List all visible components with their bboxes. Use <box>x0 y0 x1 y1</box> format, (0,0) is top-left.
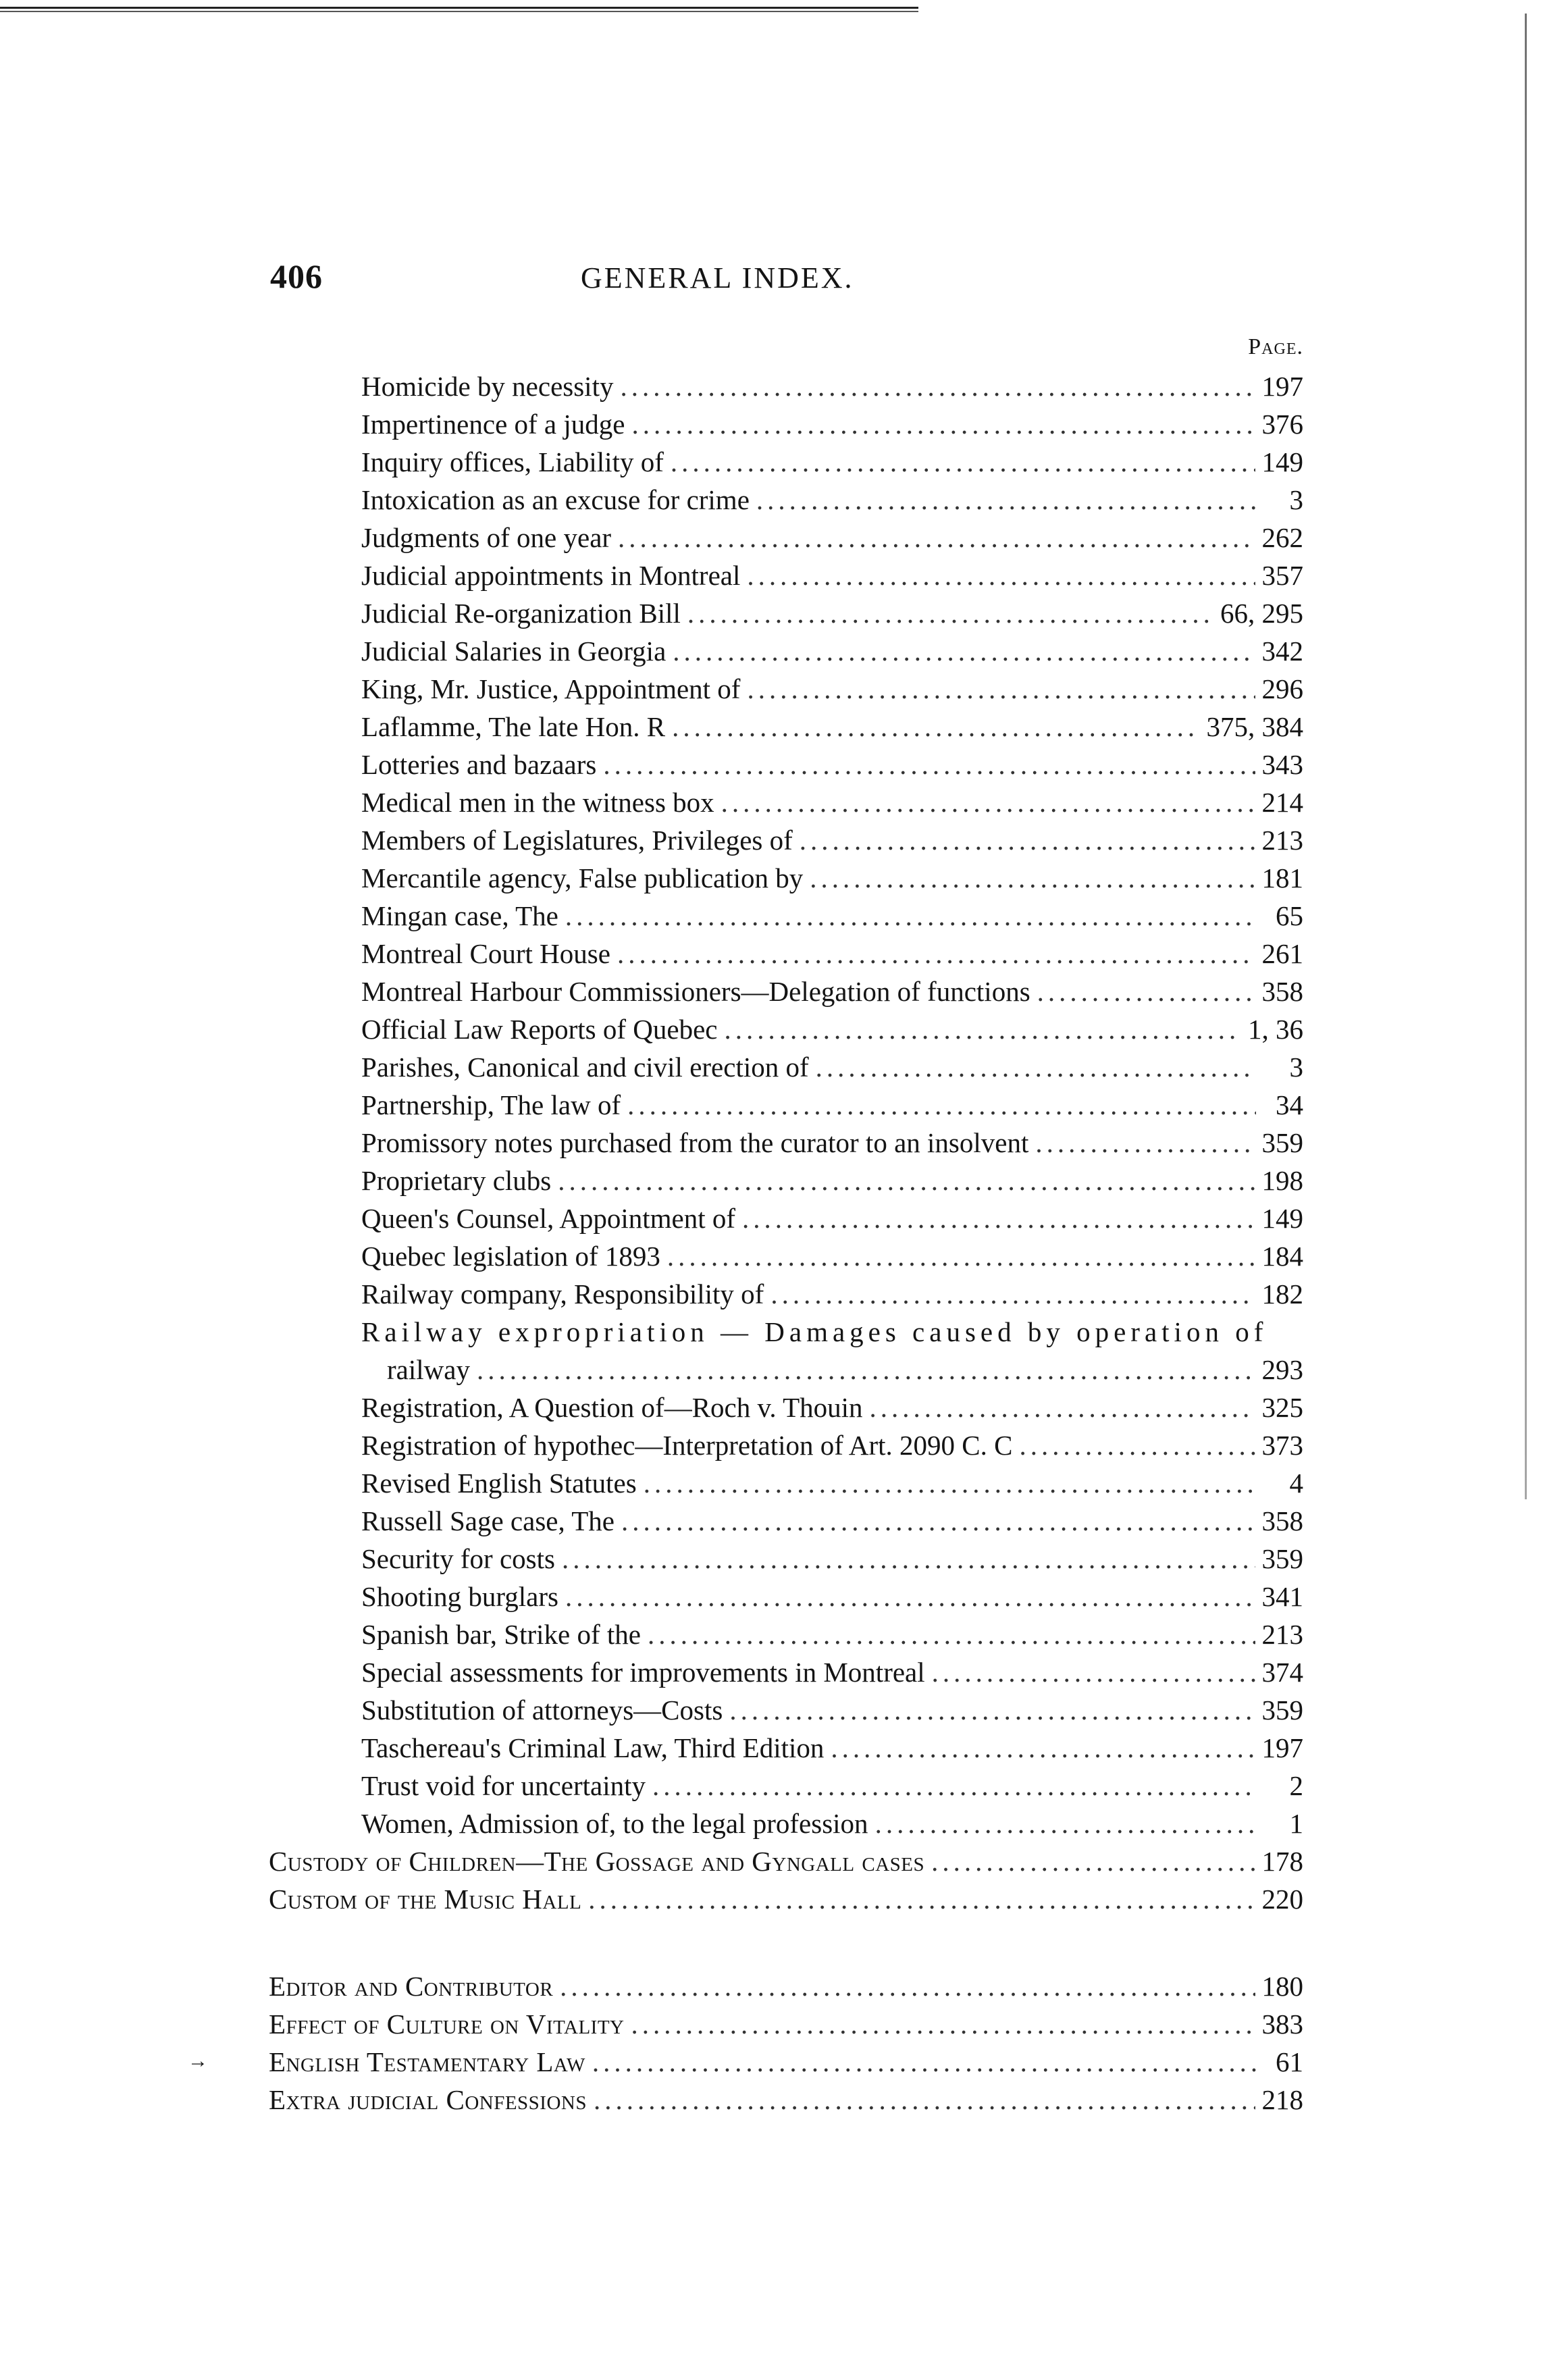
entry-page-number: 197 <box>1261 371 1303 402</box>
index-entry <box>269 2008 1303 2046</box>
dot-leader <box>477 1353 1255 1386</box>
entry-text: Mingan case, The <box>361 900 558 931</box>
index-entry <box>269 1051 1303 1089</box>
index-entry <box>269 1769 1303 1807</box>
dot-leader <box>617 937 1255 970</box>
entry-text: Extra judicial Confessions <box>269 2084 587 2115</box>
entry-page-number: 34 <box>1276 1089 1303 1120</box>
index-entry <box>269 1126 1303 1164</box>
entry-text: King, Mr. Justice, Appointment of <box>361 673 741 704</box>
entry-page-number: 359 <box>1261 1127 1303 1158</box>
index-entry <box>269 484 1303 521</box>
index-entry <box>269 1845 1303 1883</box>
entry-page-number: 4 <box>1289 1468 1303 1499</box>
index-entry <box>269 1429 1303 1467</box>
entry-page-number: 1, 36 <box>1248 1014 1303 1045</box>
dot-leader <box>1035 1126 1255 1159</box>
index-entry <box>269 2083 1303 2121</box>
dot-leader <box>652 1769 1256 1802</box>
dot-leader <box>565 900 1256 932</box>
entry-text: Special assessments for improvements in Montreal <box>361 1657 925 1688</box>
entry-text: Judgments of one year <box>361 522 612 553</box>
index-entry <box>269 1240 1303 1278</box>
entry-text: Russell Sage case, The <box>361 1505 615 1536</box>
dot-leader <box>671 446 1255 478</box>
dot-leader <box>588 1883 1255 1915</box>
entry-text: Proprietary clubs <box>361 1165 552 1196</box>
index-entry <box>269 521 1303 559</box>
entry-text: Shooting burglars <box>361 1581 558 1612</box>
entry-page-number: 65 <box>1276 900 1303 931</box>
dot-leader <box>1037 975 1255 1008</box>
entry-text: Laflamme, The late Hon. R <box>361 711 666 742</box>
entry-text: Effect of Culture on Vitality <box>269 2009 625 2040</box>
entry-text: railway <box>387 1354 470 1385</box>
entry-text: Judicial appointments in Montreal <box>361 560 741 591</box>
entry-page-number: 343 <box>1261 749 1303 780</box>
dot-leader <box>725 1013 1242 1045</box>
index-entry <box>269 559 1303 597</box>
entry-text: Lotteries and bazaars <box>361 749 597 780</box>
dot-leader <box>558 1164 1255 1197</box>
entry-text: Trust void for uncertainty <box>361 1770 646 1801</box>
index-entry <box>269 1883 1303 1921</box>
index-entry <box>269 1391 1303 1429</box>
entry-page-number: 218 <box>1261 2084 1303 2115</box>
index-entry <box>269 635 1303 673</box>
entry-page-number: 383 <box>1261 2009 1303 2040</box>
dot-leader <box>644 1467 1256 1499</box>
entry-text: Impertinence of a judge <box>361 409 625 440</box>
dot-leader <box>673 635 1255 667</box>
entry-page-number: 359 <box>1261 1694 1303 1726</box>
index-entry <box>269 1543 1303 1580</box>
index-entry <box>269 1732 1303 1769</box>
entry-page-number: 358 <box>1261 976 1303 1007</box>
entry-text: Inquiry offices, Liability of <box>361 446 664 477</box>
entry-page-number: 220 <box>1261 1884 1303 1915</box>
index-entry <box>269 1807 1303 1845</box>
entry-text: Members of Legislatures, Privileges of <box>361 825 793 856</box>
dot-leader <box>721 786 1255 819</box>
index-entry <box>269 1278 1303 1316</box>
entry-text: Registration, A Question of—Roch v. Thouin <box>361 1392 863 1423</box>
entry-text: Taschereau's Criminal Law, Third Edition <box>361 1732 825 1763</box>
entry-text: Queen's Counsel, Appointment of <box>361 1203 736 1234</box>
entry-text: Women, Admission of, to the legal profession <box>361 1808 868 1839</box>
index-entry <box>269 786 1303 824</box>
index-entry <box>269 1580 1303 1618</box>
dot-leader <box>932 1656 1255 1688</box>
dot-leader <box>631 2008 1255 2040</box>
index-entry <box>269 408 1303 446</box>
entry-page-number: 341 <box>1261 1581 1303 1612</box>
entry-text: Homicide by necessity <box>361 371 614 402</box>
entry-page-number: 358 <box>1261 1505 1303 1536</box>
index-entry <box>269 370 1303 408</box>
entry-page-number: 1 <box>1289 1808 1303 1839</box>
entry-text: Judicial Salaries in Georgia <box>361 636 667 667</box>
index-entry <box>269 937 1303 975</box>
entry-page-number: 3 <box>1289 484 1303 515</box>
entry-page-number: 213 <box>1261 825 1303 856</box>
dot-leader <box>800 824 1255 856</box>
index-entry <box>269 1164 1303 1202</box>
entry-text: Intoxication as an excuse for crime <box>361 484 750 515</box>
index-entry-list <box>269 370 1303 2121</box>
dot-leader <box>831 1732 1255 1764</box>
dot-leader <box>870 1391 1255 1424</box>
entry-page-number: 66, 295 <box>1220 598 1303 629</box>
entry-page-number: 213 <box>1261 1619 1303 1650</box>
index-entry <box>269 824 1303 862</box>
entry-text: Judicial Re-organization Bill <box>361 598 681 629</box>
dot-leader <box>756 484 1256 516</box>
entry-text: Revised English Statutes <box>361 1468 637 1499</box>
index-entry <box>269 1202 1303 1240</box>
entry-page-number: 178 <box>1261 1846 1303 1877</box>
entry-text: Security for costs <box>361 1543 555 1574</box>
index-entry <box>269 673 1303 710</box>
index-entry <box>269 862 1303 900</box>
dot-leader <box>560 1970 1255 2002</box>
entry-page-number: 374 <box>1261 1657 1303 1688</box>
dot-leader <box>770 1278 1255 1310</box>
index-entry <box>269 1089 1303 1126</box>
entry-text: Mercantile agency, False publication by <box>361 862 804 893</box>
dot-leader <box>631 408 1255 440</box>
dot-leader <box>931 1845 1255 1877</box>
dot-leader <box>875 1807 1256 1840</box>
entry-text: English Testamentary Law <box>269 2046 585 2077</box>
dot-leader <box>648 1618 1255 1651</box>
scan-right-edge <box>1525 14 1527 1499</box>
index-entry <box>269 1467 1303 1505</box>
entry-page-number: 296 <box>1261 673 1303 704</box>
dot-leader <box>592 2046 1256 2078</box>
entry-page-number: 325 <box>1261 1392 1303 1423</box>
running-title: GENERAL INDEX. <box>581 261 854 294</box>
dot-leader <box>565 1580 1255 1613</box>
entry-page-number: 359 <box>1261 1543 1303 1574</box>
dot-leader <box>672 710 1199 743</box>
index-entry <box>269 748 1303 786</box>
entry-text: Medical men in the witness box <box>361 787 714 818</box>
dot-leader <box>620 370 1255 403</box>
entry-page-number: 376 <box>1261 409 1303 440</box>
entry-text: Spanish bar, Strike of the <box>361 1619 641 1650</box>
entry-text: Parishes, Canonical and civil erection of <box>361 1052 809 1083</box>
entry-page-number: 61 <box>1276 2046 1303 2077</box>
scan-top-rule <box>0 7 918 15</box>
entry-page-number: 262 <box>1261 522 1303 553</box>
dot-leader <box>562 1543 1255 1575</box>
dot-leader <box>747 559 1255 592</box>
entry-page-number: 373 <box>1261 1430 1303 1461</box>
entry-text: Railway expropriation — Damages caused by operation of <box>361 1316 1268 1347</box>
entry-text: Partnership, The law of <box>361 1089 621 1120</box>
index-entry <box>269 1013 1303 1051</box>
index-entry <box>269 1656 1303 1694</box>
entry-page-number: 198 <box>1261 1165 1303 1196</box>
entry-text: Registration of hypothec—Interpretation of Art. 2090 C. C <box>361 1430 1013 1461</box>
entry-page-number: 357 <box>1261 560 1303 591</box>
index-entry <box>269 1353 1303 1391</box>
page-header <box>270 257 1303 311</box>
entry-text: Montreal Court House <box>361 938 610 969</box>
index-entry <box>269 1505 1303 1543</box>
index-entry <box>269 900 1303 937</box>
page-number: 406 <box>270 257 323 295</box>
entry-page-number: 293 <box>1261 1354 1303 1385</box>
entry-page-number: 184 <box>1261 1241 1303 1272</box>
entry-text: Custody of Children—The Gossage and Gyngall cases <box>269 1846 925 1877</box>
dot-leader <box>667 1240 1255 1272</box>
dot-leader <box>810 862 1255 894</box>
margin-mark: → <box>188 2050 208 2072</box>
entry-page-number: 182 <box>1261 1278 1303 1310</box>
entry-page-number: 197 <box>1261 1732 1303 1763</box>
index-entry <box>269 710 1303 748</box>
entry-text: Editor and Contributor <box>269 1971 554 2002</box>
entry-text: Quebec legislation of 1893 <box>361 1241 660 1272</box>
entry-page-number: 149 <box>1261 1203 1303 1234</box>
index-entry <box>269 597 1303 635</box>
entry-text: Railway company, Responsibility of <box>361 1278 764 1310</box>
entry-page-number: 2 <box>1289 1770 1303 1801</box>
entry-page-number: 180 <box>1261 1971 1303 2002</box>
dot-leader <box>1019 1429 1255 1461</box>
dot-leader <box>618 521 1255 554</box>
index-entry <box>269 1970 1303 2008</box>
entry-page-number: 342 <box>1261 636 1303 667</box>
index-entry <box>269 1618 1303 1656</box>
entry-page-number: 214 <box>1261 787 1303 818</box>
entry-page-number: 3 <box>1289 1052 1303 1083</box>
dot-leader <box>621 1505 1255 1537</box>
entry-page-number: 149 <box>1261 446 1303 477</box>
dot-leader <box>627 1089 1256 1121</box>
entry-page-number: 375, 384 <box>1206 711 1303 742</box>
entry-page-number: 181 <box>1261 862 1303 893</box>
dot-leader <box>603 748 1255 781</box>
index-entry <box>269 975 1303 1013</box>
index-entry <box>269 1316 1303 1353</box>
dot-leader <box>729 1694 1255 1726</box>
page-column-heading: Page. <box>1248 334 1303 359</box>
index-entry <box>269 446 1303 484</box>
entry-page-number: 261 <box>1261 938 1303 969</box>
entry-text: Custom of the Music Hall <box>269 1884 582 1915</box>
entry-text: Montreal Harbour Commissioners—Delegation of functions <box>361 976 1030 1007</box>
dot-leader <box>816 1051 1256 1083</box>
dot-leader <box>747 673 1255 705</box>
entry-text: Official Law Reports of Quebec <box>361 1014 718 1045</box>
index-entry <box>269 2046 1303 2083</box>
index-entry <box>269 1694 1303 1732</box>
entry-text: Promissory notes purchased from the curator to an insolvent <box>361 1127 1029 1158</box>
dot-leader <box>687 597 1213 629</box>
entry-text: Substitution of attorneys—Costs <box>361 1694 723 1726</box>
dot-leader <box>742 1202 1255 1235</box>
dot-leader <box>594 2083 1255 2116</box>
